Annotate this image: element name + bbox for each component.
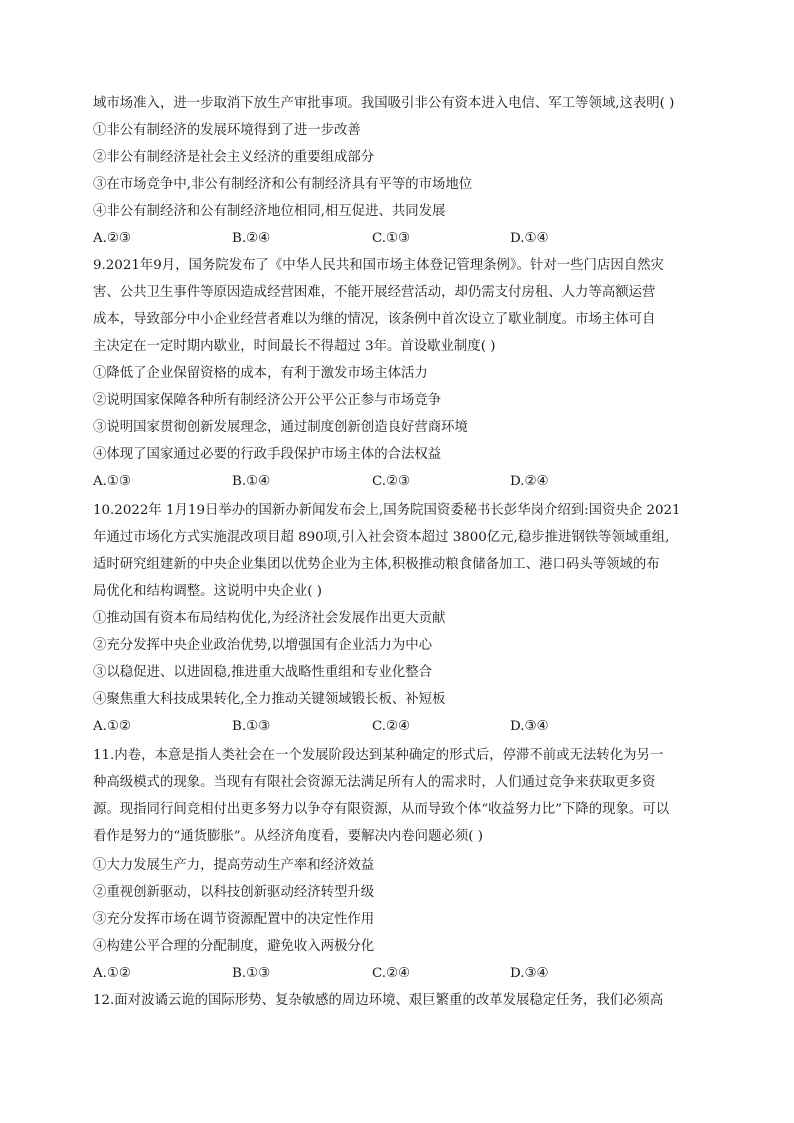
q9-stem-line-1: 9.2021年9月，国务院发布了《中华人民共和国市场主体登记管理条例》。针对一些门店因自然灾 [93,258,664,273]
q10-options-row [93,718,713,736]
q11-choice-2: ②重视创新驱动，以科技创新驱动经济转型升级 [93,885,375,900]
q9-option-b: B.①④ [232,474,271,489]
q11-choice-4: ④构建公平合理的分配制度，避免收入两极分化 [93,939,375,954]
q11-option-c: C.②④ [372,966,411,981]
q11-stem-line-1: 11.内卷，本意是指人类社会在一个发展阶段达到某种确定的形式后，停滞不前或无法转化为另一 [93,748,664,763]
q11-stem-line-4: 看作是努力的“通货膨胀”。从经济角度看，要解决内卷问题必须( ) [93,829,483,844]
q11-stem-line-3: 源。现指同行间竞相付出更多努力以争夺有限资源，从而导致个体“收益努力比”下降的现象。可以 [93,802,670,817]
q8-option-a: A.②③ [93,231,131,246]
q11-option-b: B.①③ [232,966,271,981]
q11-option-d: D.③④ [510,966,549,981]
q10-stem-line-2: 年通过市场化方式实施混改项目超 890项,引入社会资本超过 3800亿元,稳步推进钢铁等领域重组, [93,530,670,545]
q9-option-a: A.①③ [93,474,131,489]
q9-choice-1: ①降低了企业保留资格的成本，有利于激发市场主体活力 [93,366,428,381]
q8-choice-1: ①非公有制经济的发展环境得到了进一步改善 [93,123,361,138]
q8-choice-4: ④非公有制经济和公有制经济地位相同,相互促进、共同发展 [93,204,446,219]
q10-stem-line-1: 10.2022年 1月19日举办的国新办新闻发布会上,国务院国资委秘书长彭华岗介绍到:国资央企 2021 [93,503,681,518]
q10-stem-line-3: 适时研究组建新的中央企业集团以优势企业为主体,积极推动粮食储备加工、港口码头等领域的布 [93,557,660,572]
q10-option-a: A.①② [93,719,131,734]
q10-choice-3: ③以稳促进、以进固稳,推进重大战略性重组和专业化整合 [93,665,433,680]
q9-stem-line-4: 主决定在一定时期内歇业，时间最长不得超过 3年。首设歇业制度( ) [93,339,496,354]
q11-options-row [93,965,713,983]
q9-options-row [93,473,713,491]
q8-choice-2: ②非公有制经济是社会主义经济的重要组成部分 [93,150,375,165]
q9-option-d: D.②④ [510,474,549,489]
q8-options-row [93,230,713,248]
q10-choice-4: ④聚焦重大科技成果转化,全力推动关键领域锻长板、补短板 [93,692,446,707]
q8-choice-3: ③在市场竞争中,非公有制经济和公有制经济具有平等的市场地位 [93,177,473,192]
q12-stem-line: 12.面对波谲云诡的国际形势、复杂敏感的周边环境、艰巨繁重的改革发展稳定任务，我们必须高 [93,993,664,1008]
q8-option-d: D.①④ [510,231,549,246]
q10-option-b: B.①③ [232,719,271,734]
q8-option-c: C.①③ [372,231,411,246]
q9-stem-line-3: 成本，导致部分中小企业经营者难以为继的情况，该条例中首次设立了歇业制度。市场主体可自 [93,312,656,327]
q10-option-d: D.③④ [510,719,549,734]
q9-choice-4: ④体现了国家通过必要的行政手段保护市场主体的合法权益 [93,447,442,462]
q9-stem-line-2: 害、公共卫生事件等原因造成经营困难，不能开展经营活动，却仍需支付房租、人力等高额运营 [93,285,656,300]
q10-choice-1: ①推动国有资本布局结构优化,为经济社会发展作出更大贡献 [93,611,446,626]
q10-option-c: C.②④ [372,719,411,734]
q8-option-b: B.②④ [232,231,271,246]
q8-stem-line: 域市场准入，进一步取消下放生产审批事项。我国吸引非公有资本进入电信、军工等领域,这表明( ) [93,96,675,111]
q11-choice-1: ①大力发展生产力，提高劳动生产率和经济效益 [93,858,375,873]
q10-choice-2: ②充分发挥中央企业政治优势,以增强国有企业活力为中心 [93,638,433,653]
q11-option-a: A.①② [93,966,131,981]
q11-stem-line-2: 种高级模式的现象。当现有有限社会资源无法满足所有人的需求时，人们通过竞争来获取更多资 [93,775,656,790]
q9-option-c: C.②③ [372,474,411,489]
q9-choice-2: ②说明国家保障各种所有制经济公开公平公正参与市场竞争 [93,393,442,408]
q10-stem-line-4: 局优化和结构调整。这说明中央企业( ) [93,584,322,599]
q9-choice-3: ③说明国家贯彻创新发展理念，通过制度创新创造良好营商环境 [93,420,468,435]
q11-choice-3: ③充分发挥市场在调节资源配置中的决定性作用 [93,912,375,927]
